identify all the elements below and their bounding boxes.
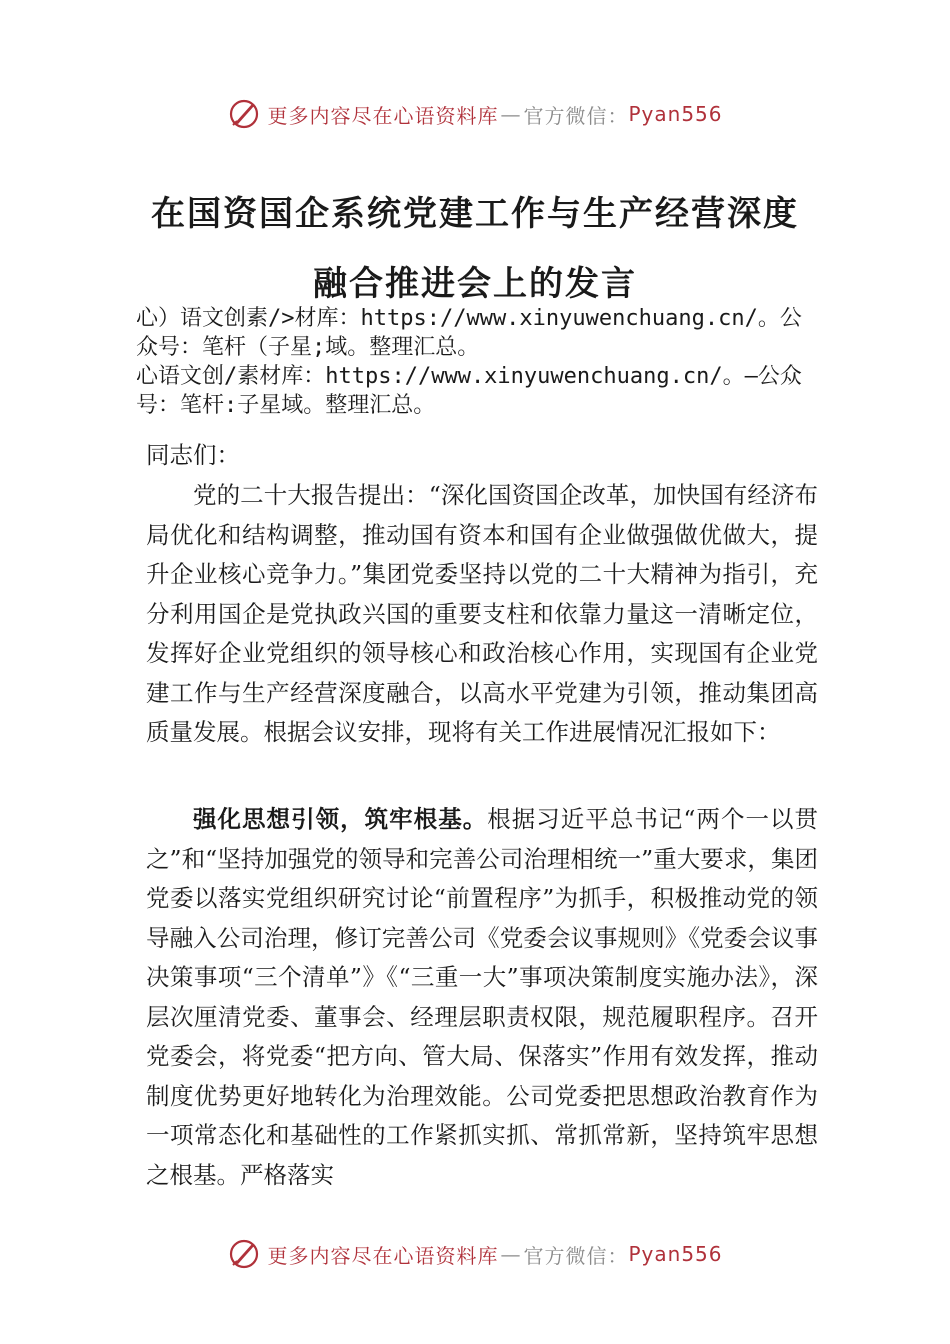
watermark-site-text: 更多内容尽在心语资料库	[267, 103, 499, 128]
source-line: 心语文创/素材库：https://www.xinyuwenchuang.cn/。—公众	[136, 364, 802, 389]
document-title-line-2: 融合推进会上的发言	[313, 264, 637, 304]
watermark-wechat-id: Pyan556	[628, 102, 723, 126]
section-lead-heading: 强化思想引领，筑牢根基。	[193, 805, 488, 833]
document-title-line-1: 在国资国企系统党建工作与生产经营深度	[151, 194, 799, 234]
watermark-dash: —	[500, 1242, 522, 1266]
watermark-wechat-label: 官方微信：	[523, 103, 629, 128]
paragraph-intro: 党的二十大报告提出：“深化国资国企改革，加快国有经济布局优化和结构调整，推动国有资本和国有企业做强做优做大，提升企业核心竞争力。”集团党委坚持以党的二十大精神为指引，充分利用国企是党执政兴国的重要支柱和依靠力量这一清晰定位，发挥好企业党组织的领导核心和政治核心作用，实现国有企业党建工作与生产经营深度融合，以高水平党建为引领，推动集团高质量发展。根据会议安排，现将有关工作进展情况汇报如下：	[146, 481, 818, 746]
footer-watermark	[0, 1236, 950, 1272]
quill-circle-icon	[227, 1237, 261, 1271]
watermark-wechat-id: Pyan556	[628, 1242, 723, 1266]
watermark-site-text: 更多内容尽在心语资料库	[267, 1243, 499, 1268]
paragraph-section-1	[146, 800, 818, 1195]
watermark-dash: —	[500, 102, 522, 126]
source-line: 号：笔杆:子星域。整理汇总。	[136, 393, 436, 418]
source-line: 众号：笔杆（子星;域。整理汇总。	[136, 335, 480, 360]
section-body-text: 根据习近平总书记“两个一以贯之”和“坚持加强党的领导和完善公司治理相统一”重大要求，集团党委以落实党组织研究讨论“前置程序”为抓手，积极推动党的领导融入公司治理，修订完善公司《党委会议事规则》《党委会议事决策事项“三个清单”》《“三重一大”事项决策制度实施办法》，深层次厘清党委、董事会、经理层职责权限，规范履职程序。召开党委会，将党委“把方向、管大局、保落实”作用有效发挥，推动制度优势更好地转化为治理效能。公司党委把思想政治教育作为一项常态化和基础性的工作紧抓实抓、常抓常新，坚持筑牢思想之根基。严格落实	[146, 805, 818, 1189]
source-line: 心）语文创素/>材库：https://www.xinyuwenchuang.cn/。公	[136, 306, 802, 331]
quill-circle-icon	[227, 97, 261, 131]
greeting: 同志们：	[146, 441, 240, 469]
header-watermark	[0, 96, 950, 132]
watermark-wechat-label: 官方微信：	[523, 1243, 629, 1268]
